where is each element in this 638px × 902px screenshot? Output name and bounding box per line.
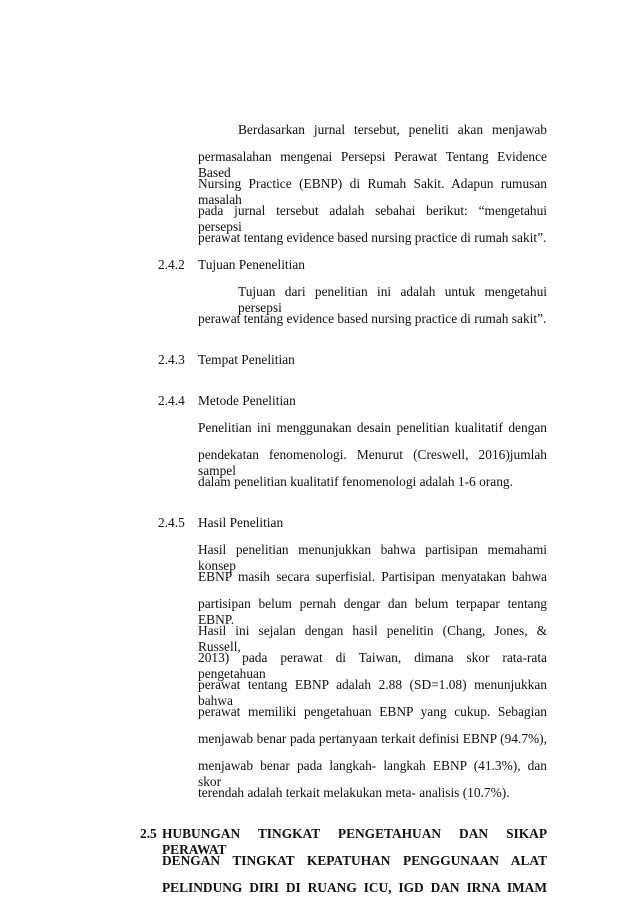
paragraph-line: 2013) pada perawat di Taiwan, dimana skor rata-rata pengetahuan <box>198 650 547 681</box>
paragraph-line: Nursing Practice (EBNP) di Rumah Sakit. Adapun rumusan masalah <box>198 176 547 207</box>
paragraph-line: Hasil ini sejalan dengan hasil penelitin (Chang, Jones, & Russell, <box>198 623 547 654</box>
heading-line: HUBUNGAN TINGKAT PENGETAHUAN DAN SIKAP PERAWAT <box>162 826 547 857</box>
paragraph-line: permasalahan mengenai Persepsi Perawat Tentang Evidence Based <box>198 149 547 180</box>
paragraph-line: EBNP masih secara superfisial. Partisipan menyatakan bahwa <box>198 569 547 584</box>
section-title: Metode Penelitian <box>198 393 296 408</box>
section-number: 2.4.4 <box>158 393 185 408</box>
paragraph-line: perawat tentang evidence based nursing practice di rumah sakit”. <box>198 230 547 245</box>
paragraph-line: dalam penelitian kualitatif fenomenologi adalah 1-6 orang. <box>198 474 513 489</box>
paragraph-line: Berdasarkan jurnal tersebut, peneliti akan menjawab <box>238 122 547 137</box>
paragraph-line: perawat memiliki pengetahuan EBNP yang cukup. Sebagian <box>198 704 547 719</box>
section-number: 2.5 <box>140 826 157 841</box>
paragraph-line: Penelitian ini menggunakan desain penelitian kualitatif dengan <box>198 420 547 435</box>
section-title: Tempat Penelitian <box>198 352 295 367</box>
paragraph-line: Hasil penelitian menunjukkan bahwa partisipan memahami konsep <box>198 542 547 573</box>
paragraph-line: menjawab benar pada pertanyaan terkait definisi EBNP (94.7%), <box>198 731 547 746</box>
paragraph-line: menjawab benar pada langkah- langkah EBNP (41.3%), dan skor <box>198 758 547 789</box>
paragraph-line: perawat tentang EBNP adalah 2.88 (SD=1.08) menunjukkan bahwa <box>198 677 547 708</box>
section-number: 2.4.3 <box>158 352 185 367</box>
section-number: 2.4.5 <box>158 515 185 530</box>
section-title: Tujuan Penenelitian <box>198 257 305 272</box>
paragraph-line: pendekatan fenomenologi. Menurut (Creswell, 2016)jumlah sampel <box>198 447 547 478</box>
paragraph-line: Tujuan dari penelitian ini adalah untuk mengetahui persepsi <box>238 284 547 315</box>
heading-line: DENGAN TINGKAT KEPATUHAN PENGGUNAAN ALAT <box>162 853 547 868</box>
paragraph-line: partisipan belum pernah dengar dan belum terpapar tentang EBNP. <box>198 596 547 627</box>
paragraph-line: perawat tentang evidence based nursing practice di rumah sakit”. <box>198 311 547 326</box>
paragraph-line: pada jurnal tersebut adalah sebahai berikut: “mengetahui persepsi <box>198 203 547 234</box>
section-number: 2.4.2 <box>158 257 185 272</box>
heading-line: PELINDUNG DIRI DI RUANG ICU, IGD DAN IRNA IMAM <box>162 880 547 895</box>
paragraph-line: terendah adalah terkait melakukan meta- analisis (10.7%). <box>198 785 510 800</box>
section-title: Hasil Penelitian <box>198 515 284 530</box>
